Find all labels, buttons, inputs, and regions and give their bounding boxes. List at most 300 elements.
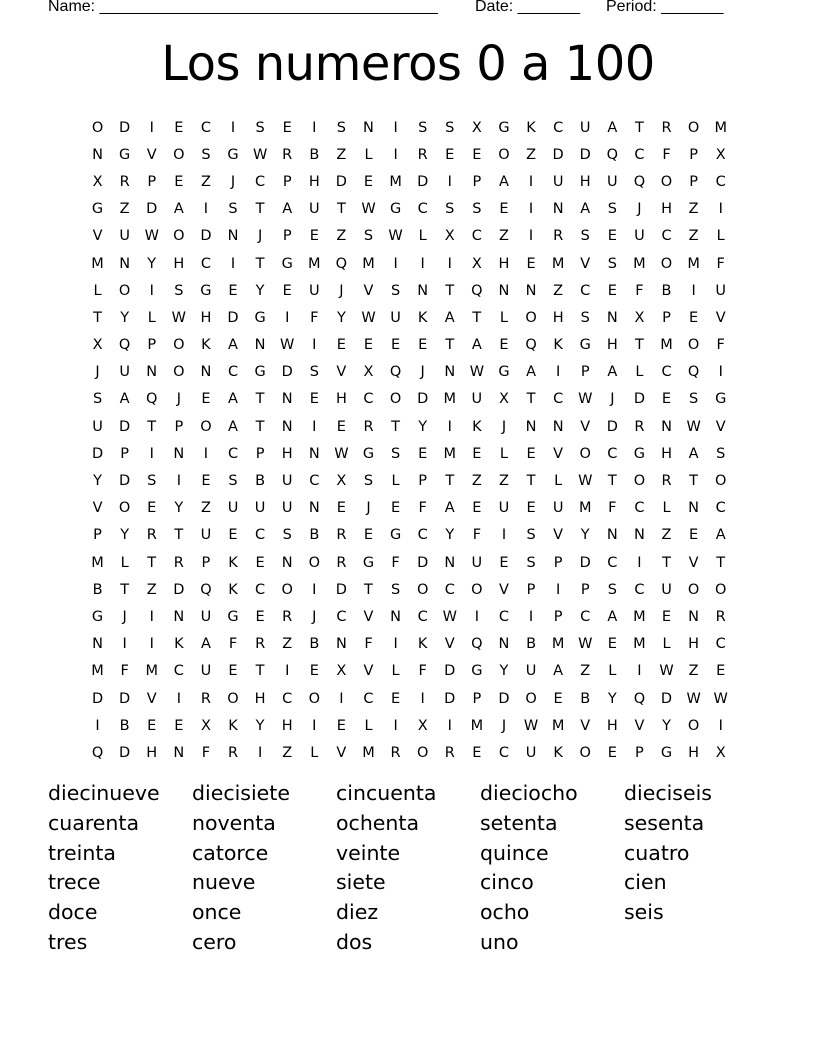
- word-bank-item: dieciocho: [480, 781, 578, 805]
- grid-letter: P: [689, 146, 698, 163]
- grid-letter: K: [228, 581, 238, 598]
- grid-letter: W: [442, 608, 457, 625]
- grid-letter: U: [525, 663, 537, 680]
- word-bank-item: catorce: [192, 840, 269, 865]
- grid-letter: O: [525, 309, 537, 326]
- grid-letter: T: [472, 309, 482, 326]
- grid-letter: Z: [119, 201, 130, 218]
- grid-letter: N: [92, 636, 103, 653]
- grid-letter: X: [363, 364, 374, 381]
- grid-letter: D: [579, 554, 591, 571]
- grid-letter: Z: [282, 636, 293, 653]
- grid-letter: U: [92, 418, 103, 435]
- grid-letter: S: [445, 119, 455, 136]
- grid-letter: W: [361, 201, 376, 218]
- grid-letter: H: [606, 337, 618, 354]
- date-field-label: Date: _______: [475, 0, 580, 15]
- grid-row: [84, 304, 735, 331]
- grid-letter: P: [472, 690, 482, 707]
- grid-letter: I: [312, 717, 317, 734]
- grid-letter: C: [715, 636, 726, 653]
- grid-letter: T: [689, 473, 699, 490]
- grid-letter: I: [447, 717, 452, 734]
- grid-letter: T: [445, 282, 455, 299]
- grid-letter: U: [498, 500, 510, 517]
- grid-letter: W: [361, 309, 376, 326]
- grid-letter: O: [173, 146, 185, 163]
- grid-letter: H: [579, 173, 591, 190]
- grid-letter: F: [662, 146, 671, 163]
- grid-letter: T: [255, 391, 265, 408]
- grid-letter: L: [635, 364, 644, 381]
- grid-letter: C: [363, 391, 374, 408]
- grid-letter: S: [363, 473, 374, 490]
- grid-letter: V: [580, 255, 591, 272]
- grid-letter: K: [228, 717, 238, 734]
- grid-letter: A: [228, 391, 238, 408]
- grid-letter: B: [309, 527, 320, 544]
- grid-letter: O: [687, 337, 700, 354]
- word-bank-item: cinco: [480, 870, 534, 895]
- grid-letter: A: [607, 364, 618, 381]
- grid-letter: N: [417, 282, 429, 299]
- grid-letter: U: [200, 608, 212, 625]
- grid-letter: C: [309, 473, 320, 490]
- grid-letter: O: [173, 337, 185, 354]
- grid-letter: T: [147, 418, 157, 435]
- grid-letter: N: [633, 527, 645, 544]
- grid-letter: G: [254, 309, 266, 326]
- grid-letter: N: [444, 554, 456, 571]
- grid-letter: E: [147, 717, 157, 734]
- grid-letter: D: [335, 173, 347, 190]
- grid-letter: M: [578, 500, 592, 517]
- word-bank-item: treinta: [48, 840, 116, 865]
- grid-letter: V: [363, 608, 374, 625]
- grid-letter: E: [363, 173, 374, 190]
- grid-letter: P: [93, 527, 102, 544]
- grid-letter: E: [174, 119, 184, 136]
- grid-letter: E: [363, 527, 374, 544]
- grid-letter: I: [203, 445, 209, 462]
- grid-letter: M: [633, 255, 646, 272]
- grid-letter: Z: [471, 473, 482, 490]
- grid-letter: K: [228, 554, 238, 571]
- grid-letter: N: [606, 527, 618, 544]
- grid-letter: C: [255, 527, 266, 544]
- grid-letter: F: [201, 744, 211, 761]
- grid-letter: V: [498, 581, 509, 598]
- grid-letter: U: [227, 500, 239, 517]
- word-bank-item: cuatro: [624, 840, 690, 865]
- grid-letter: V: [553, 527, 564, 544]
- grid-letter: S: [472, 201, 482, 218]
- grid-letter: E: [255, 554, 265, 571]
- grid-letter: Q: [146, 391, 158, 408]
- grid-letter: M: [308, 255, 321, 272]
- grid-letter: T: [607, 473, 617, 490]
- grid-letter: L: [310, 744, 319, 761]
- grid-letter: O: [579, 744, 591, 761]
- grid-letter: C: [661, 364, 672, 381]
- grid-letter: E: [689, 527, 699, 544]
- grid-letter: I: [312, 418, 317, 435]
- grid-letter: G: [498, 119, 510, 136]
- grid-letter: E: [336, 717, 346, 734]
- grid-letter: N: [281, 554, 293, 571]
- grid-letter: O: [118, 500, 131, 517]
- grid-letter: V: [336, 364, 347, 381]
- grid-letter: G: [119, 146, 131, 163]
- grid-letter: H: [498, 255, 510, 272]
- grid-letter: I: [312, 119, 317, 136]
- grid-letter: L: [608, 663, 617, 680]
- grid-letter: N: [146, 364, 158, 381]
- grid-letter: N: [254, 337, 266, 354]
- grid-letter: G: [498, 364, 510, 381]
- grid-letter: W: [252, 146, 268, 163]
- grid-letter: U: [607, 173, 618, 190]
- grid-letter: S: [607, 581, 617, 598]
- grid-letter: Y: [174, 500, 184, 517]
- word-bank-item: tres: [48, 929, 88, 954]
- word-bank-item: cero: [192, 929, 237, 954]
- grid-letter: W: [388, 228, 403, 245]
- grid-letter: I: [122, 636, 127, 653]
- grid-letter: D: [444, 663, 456, 680]
- grid-row: [84, 495, 735, 522]
- grid-letter: E: [228, 527, 238, 544]
- grid-letter: H: [552, 309, 564, 326]
- grid-letter: H: [200, 309, 212, 326]
- grid-letter: A: [444, 500, 455, 517]
- grid-letter: E: [390, 690, 401, 707]
- grid-letter: N: [281, 418, 293, 435]
- grid-letter: V: [363, 282, 374, 299]
- grid-letter: I: [393, 717, 398, 734]
- grid-letter: Z: [526, 146, 537, 163]
- grid-letter: R: [661, 119, 672, 136]
- grid-letter: B: [255, 473, 266, 490]
- grid-letter: Q: [633, 690, 646, 707]
- grid-letter: Q: [606, 146, 619, 163]
- grid-letter: E: [282, 282, 292, 299]
- grid-row: [84, 386, 735, 413]
- grid-letter: M: [443, 445, 457, 462]
- grid-letter: J: [501, 418, 507, 435]
- grid-letter: Q: [389, 364, 402, 381]
- grid-letter: D: [91, 445, 104, 462]
- grid-letter: D: [119, 690, 131, 707]
- grid-letter: N: [308, 445, 320, 462]
- grid-letter: O: [227, 690, 239, 707]
- grid-letter: S: [390, 282, 401, 299]
- grid-letter: W: [171, 309, 186, 326]
- grid-letter: Z: [661, 527, 672, 544]
- grid-letter: A: [526, 364, 536, 381]
- grid-row: [84, 631, 735, 658]
- grid-letter: S: [390, 581, 401, 598]
- grid-letter: P: [472, 173, 482, 190]
- grid-letter: N: [335, 636, 347, 653]
- grid-letter: D: [417, 391, 429, 408]
- word-bank-item: cien: [624, 870, 667, 895]
- grid-letter: X: [471, 119, 482, 136]
- word-bank-item: cincuenta: [336, 781, 437, 805]
- period-field-label: Period: _______: [606, 0, 724, 15]
- grid-letter: C: [417, 201, 428, 218]
- grid-letter: M: [91, 554, 104, 571]
- grid-letter: X: [92, 173, 103, 190]
- grid-letter: R: [282, 608, 293, 625]
- grid-letter: I: [691, 282, 696, 299]
- grid-letter: A: [444, 309, 455, 326]
- grid-letter: O: [687, 119, 700, 136]
- grid-letter: V: [146, 146, 157, 163]
- grid-letter: C: [255, 173, 266, 190]
- grid-letter: N: [119, 255, 131, 272]
- grid-letter: R: [227, 744, 239, 761]
- grid-letter: S: [147, 473, 157, 490]
- grid-letter: P: [580, 581, 590, 598]
- grid-letter: F: [391, 554, 400, 571]
- grid-letter: Y: [336, 309, 346, 326]
- grid-letter: E: [201, 391, 211, 408]
- grid-letter: I: [447, 173, 452, 190]
- grid-letter: I: [528, 201, 534, 218]
- grid-letter: Y: [580, 527, 590, 544]
- grid-letter: B: [309, 146, 320, 163]
- grid-letter: K: [201, 337, 211, 354]
- grid-letter: P: [120, 445, 130, 462]
- word-bank-item: ochenta: [336, 810, 420, 835]
- grid-letter: U: [552, 173, 564, 190]
- grid-letter: J: [122, 608, 127, 625]
- grid-letter: D: [119, 119, 131, 136]
- grid-letter: S: [336, 119, 346, 136]
- grid-letter: A: [471, 337, 482, 354]
- grid-letter: Z: [553, 282, 564, 299]
- grid-letter: M: [660, 337, 673, 354]
- grid-letter: K: [174, 636, 184, 653]
- grid-letter: O: [416, 744, 429, 761]
- grid-letter: V: [553, 445, 564, 462]
- grid-letter: R: [553, 228, 564, 245]
- grid-letter: C: [227, 445, 239, 462]
- grid-letter: L: [364, 717, 373, 734]
- grid-letter: E: [390, 500, 401, 517]
- grid-letter: B: [92, 581, 103, 598]
- grid-letter: R: [336, 527, 347, 544]
- grid-letter: T: [662, 554, 671, 571]
- grid-letter: E: [309, 391, 319, 408]
- grid-letter: W: [144, 228, 159, 245]
- grid-letter: G: [389, 527, 402, 544]
- grid-letter: S: [418, 119, 428, 136]
- grid-letter: T: [716, 554, 726, 571]
- grid-letter: Y: [445, 527, 455, 544]
- word-bank-item: noventa: [192, 810, 276, 835]
- grid-letter: P: [255, 445, 265, 462]
- grid-letter: Z: [688, 228, 699, 245]
- grid-letter: C: [607, 445, 618, 462]
- grid-letter: Q: [471, 636, 483, 653]
- grid-letter: B: [309, 636, 320, 653]
- grid-letter: U: [471, 391, 483, 408]
- grid-letter: U: [308, 201, 320, 218]
- word-bank-item: doce: [48, 900, 98, 925]
- grid-letter: I: [393, 119, 398, 136]
- grid-letter: X: [336, 473, 347, 490]
- grid-letter: I: [230, 119, 236, 136]
- word-bank-item: nueve: [192, 870, 256, 895]
- grid-letter: S: [526, 527, 536, 544]
- grid-letter: P: [689, 173, 698, 190]
- grid-letter: T: [391, 418, 400, 435]
- word-search-grid: [84, 114, 735, 767]
- grid-letter: W: [686, 418, 701, 435]
- grid-letter: O: [389, 391, 402, 408]
- grid-letter: N: [92, 146, 103, 163]
- grid-letter: B: [661, 282, 672, 299]
- grid-letter: S: [390, 445, 401, 462]
- grid-letter: S: [228, 473, 238, 490]
- grid-row: [84, 576, 735, 603]
- grid-letter: I: [718, 364, 723, 381]
- grid-letter: Z: [200, 173, 211, 190]
- grid-letter: M: [551, 717, 565, 734]
- grid-letter: R: [173, 554, 184, 571]
- grid-letter: T: [634, 337, 644, 354]
- grid-letter: X: [417, 717, 428, 734]
- grid-letter: J: [176, 391, 181, 408]
- grid-letter: C: [173, 663, 184, 680]
- grid-letter: G: [91, 608, 104, 625]
- grid-letter: K: [526, 119, 536, 136]
- grid-letter: Y: [499, 663, 509, 680]
- grid-letter: G: [579, 337, 591, 354]
- grid-letter: S: [201, 146, 211, 163]
- grid-letter: A: [200, 636, 211, 653]
- grid-letter: Z: [498, 228, 509, 245]
- grid-letter: I: [447, 418, 452, 435]
- grid-letter: O: [308, 554, 320, 571]
- grid-letter: E: [282, 119, 292, 136]
- grid-letter: I: [528, 173, 534, 190]
- grid-letter: M: [633, 636, 646, 653]
- grid-letter: A: [607, 119, 618, 136]
- grid-letter: X: [634, 309, 645, 326]
- grid-letter: Y: [607, 690, 617, 707]
- grid-letter: E: [228, 282, 238, 299]
- word-bank-item: once: [192, 900, 242, 925]
- grid-letter: N: [606, 309, 618, 326]
- grid-letter: O: [173, 228, 185, 245]
- grid-letter: M: [389, 173, 402, 190]
- grid-letter: G: [254, 364, 266, 381]
- grid-letter: E: [472, 500, 482, 517]
- grid-letter: S: [445, 201, 455, 218]
- grid-letter: R: [282, 146, 293, 163]
- grid-letter: Y: [255, 717, 265, 734]
- grid-letter: M: [145, 663, 158, 680]
- grid-letter: O: [281, 581, 293, 598]
- grid-letter: N: [552, 418, 564, 435]
- grid-letter: I: [203, 201, 209, 218]
- grid-letter: T: [147, 554, 157, 571]
- grid-letter: V: [92, 500, 103, 517]
- grid-letter: Z: [688, 663, 699, 680]
- grid-letter: M: [91, 663, 104, 680]
- grid-letter: E: [661, 608, 672, 625]
- grid-letter: M: [362, 744, 375, 761]
- word-bank-item: cuarenta: [48, 810, 140, 835]
- grid-letter: U: [119, 228, 130, 245]
- grid-letter: L: [391, 473, 400, 490]
- grid-letter: R: [417, 146, 428, 163]
- grid-letter: E: [147, 500, 157, 517]
- word-bank-item: uno: [480, 929, 519, 954]
- grid-letter: F: [120, 663, 129, 680]
- grid-letter: M: [633, 608, 646, 625]
- grid-letter: C: [553, 119, 564, 136]
- grid-letter: R: [661, 473, 672, 490]
- grid-letter: H: [146, 744, 158, 761]
- grid-letter: S: [92, 391, 103, 408]
- grid-letter: N: [227, 228, 239, 245]
- grid-letter: Q: [687, 364, 700, 381]
- grid-letter: T: [120, 581, 130, 598]
- grid-letter: E: [174, 173, 184, 190]
- grid-letter: P: [201, 554, 211, 571]
- grid-letter: L: [391, 663, 400, 680]
- grid-letter: E: [418, 337, 428, 354]
- grid-letter: P: [662, 309, 671, 326]
- grid-letter: V: [634, 717, 645, 734]
- grid-letter: D: [119, 744, 131, 761]
- grid-letter: C: [715, 173, 726, 190]
- grid-letter: Y: [120, 527, 130, 544]
- grid-letter: Q: [633, 173, 646, 190]
- grid-letter: V: [444, 636, 455, 653]
- grid-letter: Y: [418, 418, 428, 435]
- name-field-label: Name: ______________________________________: [48, 0, 438, 15]
- grid-letter: M: [687, 255, 700, 272]
- grid-row: [84, 332, 735, 359]
- grid-letter: F: [418, 663, 427, 680]
- grid-letter: N: [390, 608, 401, 625]
- grid-letter: B: [526, 636, 537, 653]
- grid-letter: F: [472, 527, 482, 544]
- grid-letter: X: [92, 337, 103, 354]
- grid-letter: U: [254, 500, 266, 517]
- grid-letter: S: [580, 228, 590, 245]
- grid-letter: V: [715, 309, 726, 326]
- grid-letter: C: [471, 228, 482, 245]
- grid-letter: Y: [662, 717, 671, 734]
- grid-row: [84, 359, 735, 386]
- grid-letter: C: [363, 690, 374, 707]
- grid-letter: S: [607, 201, 617, 218]
- grid-letter: C: [634, 581, 645, 598]
- grid-letter: R: [255, 636, 266, 653]
- grid-letter: E: [607, 636, 617, 653]
- grid-letter: H: [254, 690, 266, 707]
- grid-letter: T: [526, 391, 536, 408]
- grid-letter: Q: [91, 744, 104, 761]
- grid-letter: G: [200, 282, 212, 299]
- grid-letter: I: [176, 690, 181, 707]
